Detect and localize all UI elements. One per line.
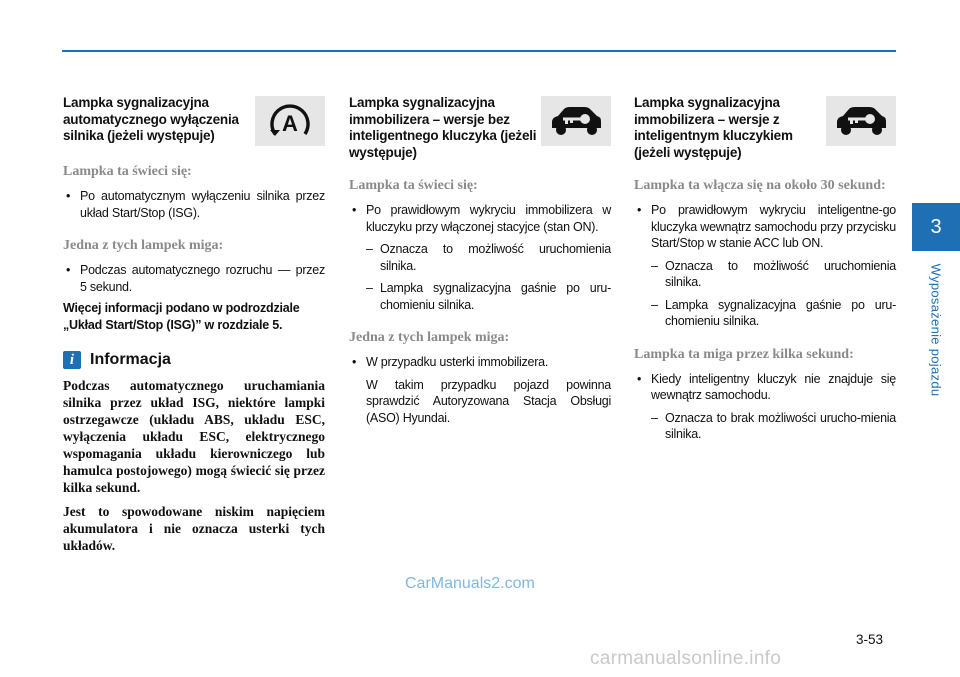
section-header: [349, 95, 611, 161]
footer-watermark: carmanualsonline.info: [590, 648, 782, 669]
dash-item: – Oznacza to możliwość uruchomienia silnika.: [651, 258, 896, 289]
chapter-tab[interactable]: 3: [912, 203, 960, 251]
section-title: Lampka sygnalizacyjna immobilizera – wersje bez inteligentnego kluczyka (jeżeli występuje): [349, 95, 537, 160]
auto-stop-icon: [255, 96, 325, 146]
subheading: Jedna z tych lampek miga:: [349, 330, 510, 345]
page-number: 3-53: [856, 632, 884, 647]
subheading: Lampka ta miga przez kilka sekund:: [634, 346, 854, 362]
column-auto-stop: [63, 95, 325, 561]
top-rule: [62, 50, 896, 52]
dash-item: – Oznacza to brak możliwości urucho-mienia silnika.: [651, 410, 896, 441]
column-smart-key: [634, 95, 896, 448]
info-paragraph: Podczas automatycznego uruchamiania silnika przez układ ISG, niektóre lampki ostrzegawcze (układu ABS, układu ESC, wyłączenia układu ESC, elektrycznego wspomagania układu kierowniczego lub hamulca postojowego) mogą świecić się przez kilka sekund.: [63, 378, 325, 495]
chapter-label: Wyposażenie pojazdu: [928, 263, 944, 397]
section-title: Lampka sygnalizacyjna immobilizera – wersje z inteligentnym kluczykiem (jeżeli występuje): [634, 95, 793, 160]
bullet-item: • Po prawidłowym wykryciu immobilizera w kluczyku przy włączonej stacyjce (stan ON).: [349, 202, 611, 235]
subheading: Lampka ta świeci się:: [63, 164, 192, 179]
dash-item: – Lampka sygnalizacyjna gaśnie po uru-chomieniu silnika.: [366, 281, 611, 312]
bullet-item: • Po prawidłowym wykryciu inteligentne-go kluczyka wewnątrz samochodu przy przycisku Start/Stop w stanie ACC lub ON.: [634, 202, 896, 252]
column-immobilizer: [349, 95, 611, 426]
watermark: CarManuals2.com: [405, 575, 535, 592]
bullet-item: • Po automatycznym wyłączeniu silnika przez układ Start/Stop (ISG).: [63, 188, 325, 221]
paragraph: W takim przypadku pojazd powinna sprawdzić Autoryzowana Stacja Obsługi (ASO) Hyundai.: [366, 377, 611, 425]
immobilizer-icon: [541, 96, 611, 146]
reference-note: Więcej informacji podano w podrozdziale „Układ Start/Stop (ISG)” w rozdziale 5.: [63, 301, 300, 332]
bullet-item: • W przypadku usterki immobilizera.: [349, 354, 611, 371]
section-title: Lampka sygnalizacyjna automatycznego wyłączenia silnika (jeżeli występuje): [63, 95, 239, 143]
section-header: [63, 95, 325, 147]
dash-item: – Lampka sygnalizacyjna gaśnie po uru-chomieniu silnika.: [651, 297, 896, 328]
subheading: Lampka ta włącza się na około 30 sekund:: [634, 178, 886, 193]
smart-key-icon: [826, 96, 896, 146]
section-header: [634, 95, 896, 161]
bullet-item: • Kiedy inteligentny kluczyk nie znajduje się wewnątrz samochodu.: [634, 371, 896, 404]
info-paragraph: Jest to spowodowane niskim napięciem akumulatora i nie oznacza usterki tych układów.: [63, 504, 325, 553]
info-title: Informacja: [90, 351, 171, 368]
info-icon: i: [63, 351, 81, 369]
bullet-item: • Podczas automatycznego rozruchu — przez 5 sekund.: [63, 262, 325, 295]
subheading: Jedna z tych lampek miga:: [63, 238, 224, 253]
subheading: Lampka ta świeci się:: [349, 178, 478, 193]
svg-text:A: A: [282, 111, 298, 136]
dash-item: – Oznacza to możliwość uruchomienia silnika.: [366, 242, 611, 273]
info-header: [63, 351, 325, 369]
